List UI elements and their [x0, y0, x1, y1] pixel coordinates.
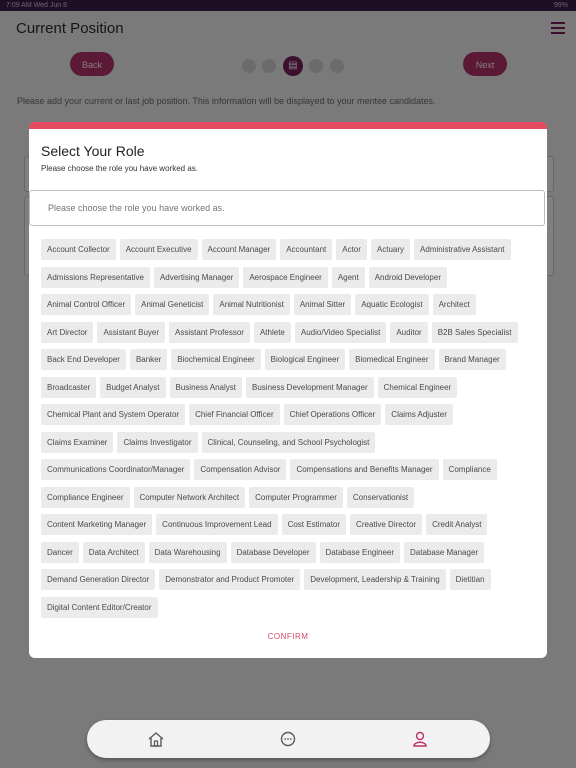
- role-chip[interactable]: Animal Geneticist: [135, 294, 209, 315]
- home-icon[interactable]: [147, 730, 165, 748]
- role-chip[interactable]: Administrative Assistant: [414, 239, 510, 260]
- role-chip[interactable]: Chief Operations Officer: [284, 404, 382, 425]
- role-chip[interactable]: Agent: [332, 267, 365, 288]
- role-chip[interactable]: Cost Estimator: [282, 514, 346, 535]
- role-chip[interactable]: Business Analyst: [170, 377, 242, 398]
- role-chip[interactable]: Creative Director: [350, 514, 422, 535]
- role-chip[interactable]: Animal Control Officer: [41, 294, 131, 315]
- role-chip[interactable]: Computer Network Architect: [134, 487, 246, 508]
- role-chip[interactable]: Broadcaster: [41, 377, 96, 398]
- role-chip[interactable]: Data Architect: [83, 542, 145, 563]
- role-chip[interactable]: Admissions Representative: [41, 267, 150, 288]
- role-chip[interactable]: Animal Sitter: [294, 294, 351, 315]
- role-chip[interactable]: Data Warehousing: [149, 542, 227, 563]
- role-chip[interactable]: Development, Leadership & Training: [304, 569, 445, 590]
- role-search-input[interactable]: [29, 190, 545, 226]
- tab-bar: [87, 720, 490, 758]
- role-chip[interactable]: Actuary: [371, 239, 410, 260]
- role-chip[interactable]: Accountant: [280, 239, 332, 260]
- role-chip[interactable]: Credit Analyst: [426, 514, 487, 535]
- role-chip[interactable]: Aquatic Ecologist: [355, 294, 428, 315]
- role-chip[interactable]: Account Collector: [41, 239, 116, 260]
- role-chip[interactable]: Account Executive: [120, 239, 198, 260]
- role-chip[interactable]: Audio/Video Specialist: [295, 322, 386, 343]
- role-chip[interactable]: Chemical Engineer: [378, 377, 458, 398]
- role-chip[interactable]: Back End Developer: [41, 349, 126, 370]
- modal-title: Select Your Role: [41, 143, 145, 159]
- role-chip[interactable]: Android Developer: [369, 267, 447, 288]
- role-chip[interactable]: Content Marketing Manager: [41, 514, 152, 535]
- chat-icon[interactable]: [279, 730, 297, 748]
- role-chip[interactable]: Compensation Advisor: [194, 459, 286, 480]
- role-chip[interactable]: Athlete: [254, 322, 291, 343]
- role-chip[interactable]: Account Manager: [202, 239, 277, 260]
- role-chip[interactable]: Compensations and Benefits Manager: [290, 459, 438, 480]
- role-chip[interactable]: Architect: [433, 294, 476, 315]
- role-chip[interactable]: Banker: [130, 349, 167, 370]
- role-chip[interactable]: Biochemical Engineer: [171, 349, 260, 370]
- role-chip[interactable]: Digital Content Editor/Creator: [41, 597, 158, 618]
- role-chip[interactable]: Biological Engineer: [265, 349, 346, 370]
- role-chip[interactable]: Database Developer: [231, 542, 316, 563]
- role-chip[interactable]: Advertising Manager: [154, 267, 239, 288]
- modal-accent-bar: [29, 122, 547, 129]
- role-chip[interactable]: Database Manager: [404, 542, 484, 563]
- confirm-button[interactable]: CONFIRM: [267, 632, 309, 641]
- role-chip[interactable]: Aerospace Engineer: [243, 267, 328, 288]
- role-chip[interactable]: Claims Investigator: [117, 432, 197, 453]
- role-chip[interactable]: Database Engineer: [320, 542, 401, 563]
- role-chip[interactable]: Dancer: [41, 542, 79, 563]
- role-chip-list: [41, 239, 531, 627]
- role-chip[interactable]: Demand Generation Director: [41, 569, 155, 590]
- role-chip[interactable]: Budget Analyst: [100, 377, 165, 398]
- role-chip[interactable]: Assistant Professor: [169, 322, 250, 343]
- role-chip[interactable]: Dietitian: [450, 569, 491, 590]
- role-chip[interactable]: Actor: [336, 239, 367, 260]
- role-chip[interactable]: Assistant Buyer: [97, 322, 165, 343]
- role-chip[interactable]: Continuous Improvement Lead: [156, 514, 277, 535]
- role-chip[interactable]: Clinical, Counseling, and School Psychologist: [202, 432, 376, 453]
- role-chip[interactable]: Demonstrator and Product Promoter: [159, 569, 300, 590]
- role-chip[interactable]: Communications Coordinator/Manager: [41, 459, 190, 480]
- role-chip[interactable]: Compliance Engineer: [41, 487, 130, 508]
- role-chip[interactable]: Computer Programmer: [249, 487, 343, 508]
- role-chip[interactable]: Compliance: [443, 459, 497, 480]
- role-chip[interactable]: Biomedical Engineer: [349, 349, 434, 370]
- role-chip[interactable]: Chemical Plant and System Operator: [41, 404, 185, 425]
- role-chip[interactable]: Claims Adjuster: [385, 404, 453, 425]
- role-chip[interactable]: Claims Examiner: [41, 432, 113, 453]
- modal-subtitle: Please choose the role you have worked as.: [41, 164, 198, 173]
- role-chip[interactable]: Chief Financial Officer: [189, 404, 280, 425]
- select-role-modal: [29, 122, 547, 658]
- role-chip[interactable]: Art Director: [41, 322, 93, 343]
- role-chip[interactable]: Animal Nutritionist: [213, 294, 289, 315]
- profile-icon[interactable]: [411, 730, 429, 748]
- role-chip[interactable]: B2B Sales Specialist: [432, 322, 518, 343]
- role-chip[interactable]: Conservationist: [347, 487, 414, 508]
- role-chip[interactable]: Brand Manager: [439, 349, 506, 370]
- role-chip[interactable]: Auditor: [390, 322, 427, 343]
- role-chip[interactable]: Business Development Manager: [246, 377, 374, 398]
